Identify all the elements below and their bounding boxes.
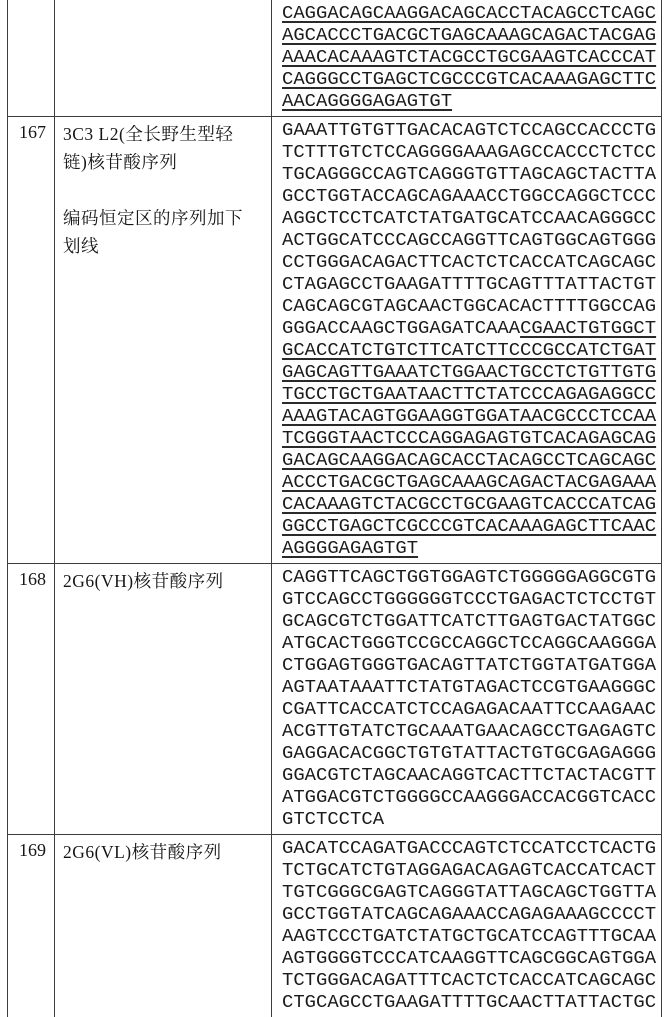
- sequence-line: [282, 295, 661, 317]
- sequence-line: [282, 163, 661, 185]
- sequence-line: [282, 676, 661, 698]
- sequence-plain-segment: ATGGACGTCTGGGGCCAAGGGACCACGGTCACC: [282, 786, 657, 808]
- sequence-line: [282, 566, 661, 588]
- sequence-underlined-segment: CAGGGCCTGAGCTCGCCCGTCACAAAGAGCTTC: [282, 68, 657, 90]
- sequence-line: [282, 654, 661, 676]
- sequence-line: [282, 2, 661, 24]
- sequence-plain-segment: GAAATTGTGTTGACACAGTCTCCAGCCACCCTG: [282, 119, 657, 141]
- sequence-plain-segment: GTCCAGCCTGGGGGGTCCCTGAGACTCTCCTGT: [282, 588, 657, 610]
- sequence-line: [282, 632, 661, 654]
- sequence-plain-segment: GCCTGGTACCAGCAGAAACCTGGCCAGGCTCCC: [282, 185, 657, 207]
- sequence-description-line: 编码恒定区的序列加下: [63, 208, 243, 228]
- sequence-text-cell: [272, 0, 661, 116]
- table-row: [8, 0, 661, 116]
- sequence-number-cell: 168: [8, 564, 55, 834]
- sequence-underlined-segment: CACAAAGTCTACGCCTGCGAAGTCACCCATCAG: [282, 493, 657, 515]
- sequence-line: [282, 119, 661, 141]
- sequence-line: [282, 764, 661, 786]
- sequence-plain-segment: CGATTCACCATCTCCAGAGACAATTCCAAGAAC: [282, 698, 657, 720]
- sequence-underlined-segment: GACAGCAAGGACAGCACCTACAGCCTCAGCAGC: [282, 449, 657, 471]
- sequence-line: [282, 46, 661, 68]
- sequence-line: [282, 339, 661, 361]
- sequence-plain-segment: TCTGGGACAGATTTCACTCTCACCATCAGCAGC: [282, 969, 657, 991]
- sequence-underlined-segment: ACCCTGACGCTGAGCAAAGCAGACTACGAGAAA: [282, 471, 657, 493]
- sequence-line: [282, 317, 661, 339]
- sequence-line: [282, 251, 661, 273]
- sequence-line: [282, 207, 661, 229]
- sequence-underlined-segment: CAGGACAGCAAGGACAGCACCTACAGCCTCAGC: [282, 2, 657, 24]
- sequence-description-line: 2G6(VL)核苷酸序列: [63, 842, 222, 862]
- sequence-description-line: 链)核苷酸序列: [63, 152, 178, 172]
- sequence-description-line: 2G6(VH)核苷酸序列: [63, 571, 224, 591]
- sequence-plain-segment: GTCTCCTCA: [282, 808, 385, 830]
- sequence-underlined-segment: GGCCTGAGCTCGCCCGTCACAAAGAGCTTCAAC: [282, 515, 657, 537]
- sequence-line: [282, 903, 661, 925]
- sequence-line: [282, 991, 661, 1013]
- sequence-line: [282, 273, 661, 295]
- sequence-plain-segment: AGTAATAAATTCTATGTAGACTCCGTGAAGGGC: [282, 676, 657, 698]
- sequence-underlined-segment: AGGGGAGAGTGT: [282, 537, 419, 559]
- sequence-line: [282, 588, 661, 610]
- sequence-plain-segment: TGCAGGGCCAGTCAGGGTGTTAGCAGCTACTTA: [282, 163, 657, 185]
- sequence-line: [282, 361, 661, 383]
- sequence-plain-segment: GCAGCGTCTGGATTCATCTTGAGTGACTATGGC: [282, 610, 657, 632]
- sequence-line: [282, 537, 661, 559]
- sequence-line: [282, 471, 661, 493]
- sequence-line: [282, 493, 661, 515]
- sequence-line: [282, 925, 661, 947]
- sequence-table: [7, 0, 662, 1017]
- sequence-plain-segment: AGGCTCCTCATCTATGATGCATCCAACAGGGCC: [282, 207, 657, 229]
- sequence-line: [282, 859, 661, 881]
- sequence-description-cell: [55, 835, 272, 1017]
- sequence-line: [282, 837, 661, 859]
- sequence-line: [282, 515, 661, 537]
- sequence-description-cell: [55, 564, 272, 834]
- sequence-underlined-segment: CGAACTGTGGCT: [520, 317, 657, 339]
- sequence-plain-segment: AGTGGGGTCCCATCAAGGTTCAGCGGCAGTGGA: [282, 947, 657, 969]
- sequence-description-line: [63, 176, 267, 204]
- sequence-line: [282, 808, 661, 830]
- sequence-plain-segment: CTAGAGCCTGAAGATTTTGCAGTTTATTACTGT: [282, 273, 657, 295]
- sequence-underlined-segment: GCACCATCTGTCTTCATCTTCCCGCCATCTGAT: [282, 339, 657, 361]
- sequence-underlined-segment: TGCCTGCTGAATAACTTCTATCCCAGAGAGGCC: [282, 383, 657, 405]
- sequence-plain-segment: TGTCGGGCGAGTCAGGGTATTAGCAGCTGGTTA: [282, 881, 657, 903]
- sequence-line: [282, 383, 661, 405]
- sequence-description-cell: [55, 0, 272, 116]
- sequence-number-cell: 167: [8, 117, 55, 563]
- sequence-plain-segment: GGGACCAAGCTGGAGATCAAA: [282, 317, 521, 339]
- sequence-underlined-segment: AGCACCCTGACGCTGAGCAAAGCAGACTACGAG: [282, 24, 657, 46]
- sequence-line: [282, 449, 661, 471]
- sequence-description-line: 3C3 L2(全长野生型轻: [63, 124, 234, 144]
- sequence-line: [282, 68, 661, 90]
- sequence-number-cell: 169: [8, 835, 55, 1017]
- sequence-plain-segment: ACTGGCATCCCAGCCAGGTTCAGTGGCAGTGGG: [282, 229, 657, 251]
- sequence-line: [282, 698, 661, 720]
- sequence-line: [282, 229, 661, 251]
- sequence-plain-segment: CTGCAGCCTGAAGATTTTGCAACTTATTACTGC: [282, 991, 657, 1013]
- sequence-plain-segment: AAGTCCCTGATCTATGCTGCATCCAGTTTGCAA: [282, 925, 657, 947]
- sequence-text-cell: [272, 564, 661, 834]
- sequence-plain-segment: CCTGGGACAGACTTCACTCTCACCATCAGCAGC: [282, 251, 657, 273]
- sequence-line: [282, 405, 661, 427]
- sequence-underlined-segment: AAACACAAAGTCTACGCCTGCGAAGTCACCCAT: [282, 46, 657, 68]
- table-row: [8, 563, 661, 834]
- sequence-plain-segment: ATGCACTGGGTCCGCCAGGCTCCAGGCAAGGGA: [282, 632, 657, 654]
- sequence-line: [282, 90, 661, 112]
- sequence-plain-segment: CTGGAGTGGGTGACAGTTATCTGGTATGATGGA: [282, 654, 657, 676]
- table-row: [8, 834, 661, 1017]
- sequence-plain-segment: GGACGTCTAGCAACAGGTCACTTCTACTACGTT: [282, 764, 657, 786]
- sequence-line: [282, 947, 661, 969]
- sequence-text-cell: [272, 835, 661, 1017]
- sequence-plain-segment: GAGGACACGGCTGTGTATTACTGTGCGAGAGGG: [282, 742, 657, 764]
- sequence-line: [282, 610, 661, 632]
- sequence-line: [282, 185, 661, 207]
- sequence-line: [282, 969, 661, 991]
- sequence-line: [282, 742, 661, 764]
- sequence-description-line: 划线: [63, 236, 99, 256]
- sequence-line: [282, 786, 661, 808]
- sequence-plain-segment: CAGCAGCGTAGCAACTGGCACACTTTTGGCCAG: [282, 295, 657, 317]
- sequence-underlined-segment: TCGGGTAACTCCCAGGAGAGTGTCACAGAGCAG: [282, 427, 657, 449]
- sequence-line: [282, 720, 661, 742]
- sequence-line: [282, 427, 661, 449]
- sequence-number-cell: [8, 0, 55, 116]
- sequence-plain-segment: CAGGTTCAGCTGGTGGAGTCTGGGGGAGGCGTG: [282, 566, 657, 588]
- sequence-plain-segment: TCTTTGTCTCCAGGGGAAAGAGCCACCCTCTCC: [282, 141, 657, 163]
- sequence-line: [282, 24, 661, 46]
- sequence-description-cell: [55, 117, 272, 563]
- sequence-underlined-segment: GAGCAGTTGAAATCTGGAACTGCCTCTGTTGTG: [282, 361, 657, 383]
- sequence-line: [282, 881, 661, 903]
- table-row: [8, 116, 661, 563]
- sequence-line: [282, 141, 661, 163]
- sequence-plain-segment: GCCTGGTATCAGCAGAAACCAGAGAAAGCCCCT: [282, 903, 657, 925]
- sequence-plain-segment: GACATCCAGATGACCCAGTCTCCATCCTCACTG: [282, 837, 657, 859]
- sequence-text-cell: [272, 117, 661, 563]
- sequence-underlined-segment: AACAGGGGAGAGTGT: [282, 90, 453, 112]
- sequence-plain-segment: ACGTTGTATCTGCAAATGAACAGCCTGAGAGTC: [282, 720, 657, 742]
- sequence-underlined-segment: AAAGTACAGTGGAAGGTGGATAACGCCCTCCAA: [282, 405, 657, 427]
- sequence-plain-segment: TCTGCATCTGTAGGAGACAGAGTCACCATCACT: [282, 859, 657, 881]
